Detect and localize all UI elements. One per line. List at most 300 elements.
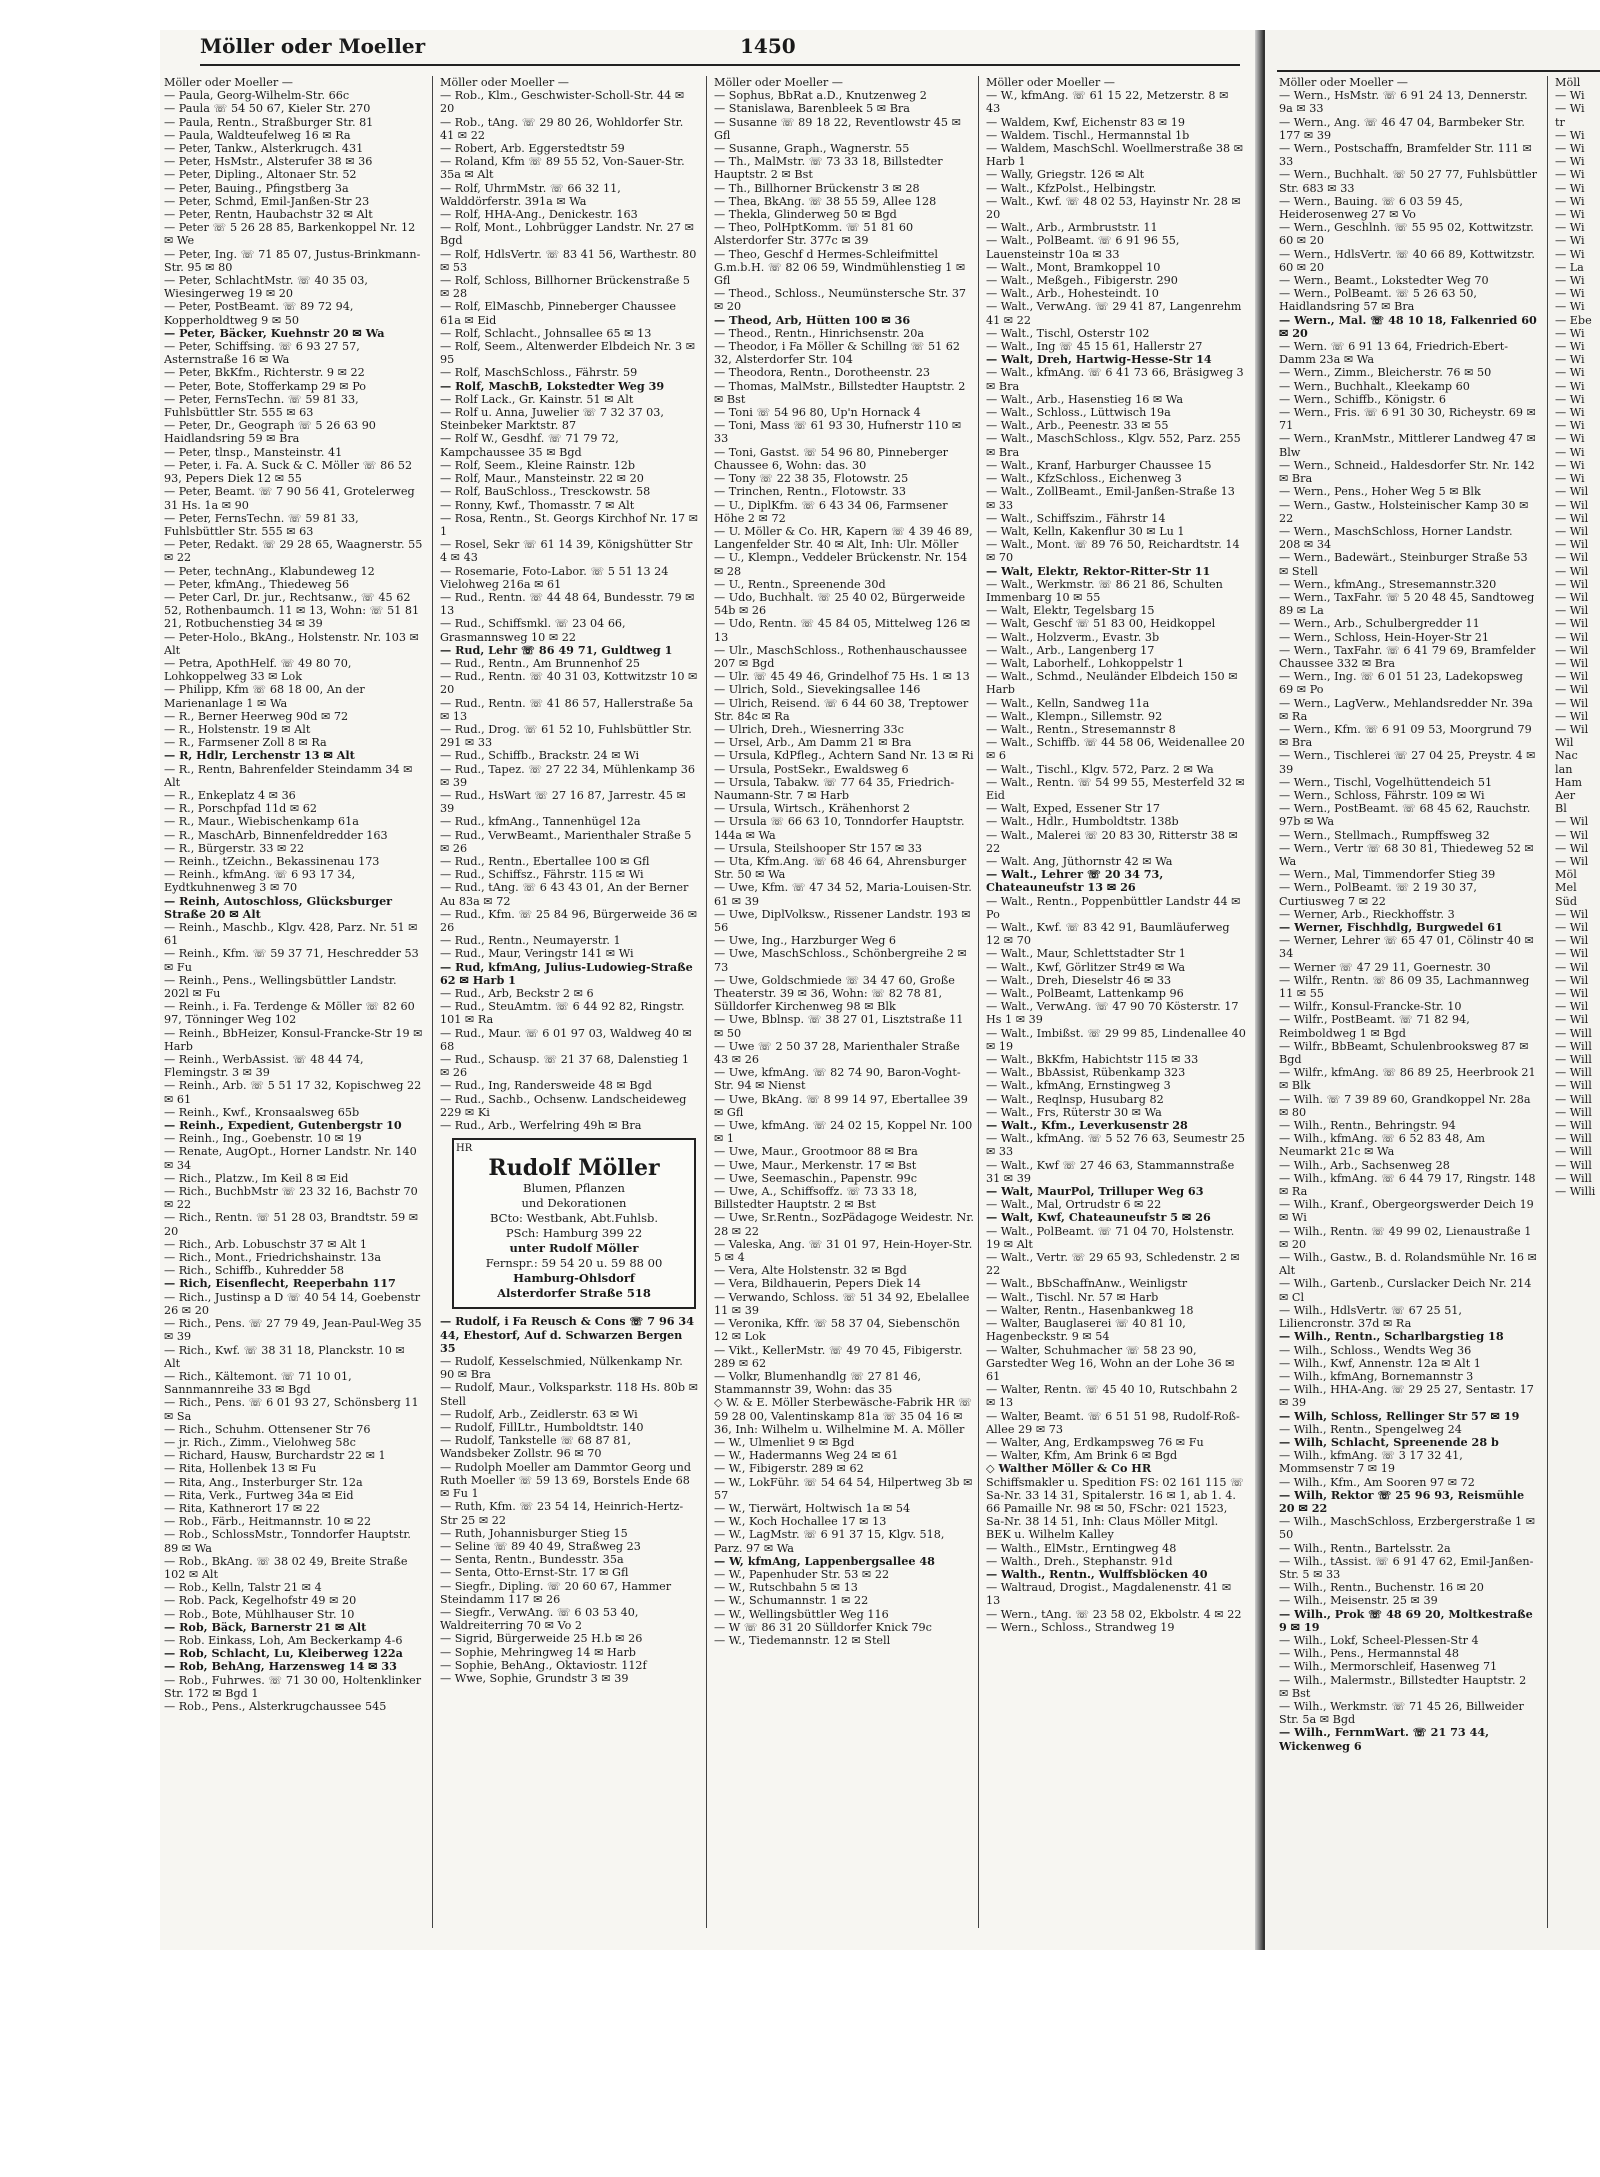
listing-entry: — Walt., Kranf, Harburger Chaussee 15 [986,458,1212,472]
listing-entry: — Walt., BbSchaffnAnw., Weinligstr [986,1277,1188,1291]
listing-entry: — Uwe, A., Schiffsoffz. ☏ 73 33 18, Billstedter Hauptstr. 2 ✉ Bst [714,1185,918,1212]
listing-entry: — Wi [1555,208,1585,222]
listing-entry: — Wil [1555,1000,1589,1014]
listing-entry: — Willi [1555,1185,1596,1199]
listing-entry: — Wilh., Rentn., Spengelweg 24 [1279,1422,1462,1436]
listing-entry: — Petra, ApothHelf. ☏ 49 80 70, Lohkoppelweg 33 ✉ Lok [164,656,352,684]
listing-entry: — Uwe, Sr.Rentn., SozPädagoge Weidestr. Nr. 28 ✉ 22 [714,1211,974,1238]
listing-entry: — W., Wellingsbüttler Weg 116 [714,1607,889,1621]
listing-entry: — Wilh., kfmAng. ☏ 6 52 83 48, Am Neumarkt 21c ✉ Wa [1279,1132,1486,1159]
listing-entry: — Wern., Vertr ☏ 68 30 81, Thiedeweg 52 ✉ Wa [1279,841,1534,868]
listing-entry: — Wi [1555,379,1585,393]
listing-entry: — Wern., Mal. ☏ 48 10 18, Falkenried 60 ✉ 20 [1279,312,1537,340]
listing-entry: — Wi [1555,287,1585,301]
listing-entry: — Walt., Tischl. Nr. 57 ✉ Harb [986,1290,1159,1304]
listing-entry: — Rud., Rentn. ☏ 41 86 57, Hallerstraße 5a ✉ 13 [440,696,693,723]
listing-entry: — Wi [1555,353,1585,367]
listing-entry: — Peter, FernsTechn. ☏ 59 81 33, Fuhlsbüttler Str. 555 ✉ 63 [164,392,359,420]
listing-entry: — R., Porschpfad 11d ✉ 62 [164,802,318,816]
listing-entry: — Wilh, Rektor ☏ 25 96 93, Reismühle 20 ✉ 22 [1279,1487,1525,1515]
listing-entry: — Rob., Fuhrwes. ☏ 71 30 00, Holtenklinker Str. 172 ✉ Bgd 1 [164,1673,422,1700]
listing-entry: — Uwe, BkAng. ☏ 8 99 14 97, Ebertallee 39 ✉ Gfl [714,1092,968,1119]
listing-entry: — Walt, Elektr, Tegelsbarg 15 [986,604,1155,618]
listing-entry: — Volkr, Blumenhandlg ☏ 27 81 46, Stammannstr 39, Wohn: das 35 [714,1369,922,1397]
listing-entry: — Wi [1555,458,1585,472]
listing-entry: — W., LokFühr. ☏ 54 64 54, Hilpertweg 3b ✉ 57 [714,1475,973,1502]
listing-entry: — Werner, Fischhdlg, Burgwedel 61 [1279,920,1503,934]
listing-entry: — Reinh., kfmAng. ☏ 6 93 17 34, Eydtkuhnenweg 3 ✉ 70 [164,868,356,895]
listing-entry: Mel [1555,881,1577,895]
advertisement-name: Rudolf Möller [488,1155,660,1182]
listing-entry: — Wil [1555,485,1589,499]
listing-entry: — Peter, Dr., Geograph ☏ 5 26 63 90 Haidlandsring 59 ✉ Bra [164,419,376,446]
listing-entry: — Walter, Schuhmacher ☏ 58 23 90, Garstedter Weg 16, Wohn an der Lohe 36 ✉ 61 [986,1343,1235,1383]
listing-entry: — Wern., Schiffb., Königstr. 6 [1279,392,1446,406]
listing-entry: — Wern., Tischlerei ☏ 27 04 25, Preystr. 4 ✉ 39 [1279,749,1536,776]
listing-entry: — Walt, Geschf ☏ 51 83 00, Heidkoppel [986,617,1216,631]
listing-entry: — Rolf, Maur., Mansteinstr. 22 ✉ 20 [440,472,644,486]
listing-entry: — Wern., KranMstr., Mittlerer Landweg 47 ✉ Blw [1279,432,1536,459]
listing-entry: — Uwe, Seemaschin., Papenstr. 99c [714,1171,917,1185]
listing-entry: — La [1555,260,1584,274]
listing-entry: — Wi [1555,472,1585,486]
listing-entry: — Wwe, Sophie, Grundstr 3 ✉ 39 [440,1671,629,1685]
listing-entry: — Rob, Schlacht, Lu, Kleiberweg 122a [164,1646,403,1661]
listing-entry: — Wil [1555,524,1589,538]
right-page-edge-column [1555,76,1600,1928]
listing-entry: — Rich., Schiffb., Kuhredder 58 [164,1264,344,1278]
listing-entry: — Wern., Ing. ☏ 6 01 51 23, Ladekopsweg 69 ✉ Po [1279,670,1523,697]
listing-entry: — Wil [1555,617,1589,631]
listing-entry: — Wilfr., Rentn. ☏ 86 09 35, Lachmannweg 11 ✉ 55 [1279,973,1530,1001]
listing-entry: — Wern., kfmAng., Stresemannstr.320 [1279,577,1497,591]
listing-entry: — Will [1555,1105,1592,1119]
listing-entry: — Wilh., kfmAng. ☏ 6 44 79 17, Ringstr. 148 ✉ Ra [1279,1171,1536,1199]
listing-entry: — Rud., SteuAmtm. ☏ 6 44 92 82, Ringstr. 101 ✉ Ra [440,1000,685,1027]
listing-entry: — Peter, i. Fa. A. Suck & C. Möller ☏ 86 52 93, Pepers Diek 12 ✉ 55 [164,458,413,486]
listing-entry: — Walt., Arb., Peenestr. 33 ✉ 55 [986,419,1169,433]
listing-entry: — Vera, Bildhauerin, Pepers Diek 14 [714,1277,921,1291]
listing-entry: — Wi [1555,326,1585,340]
listing-entry: — Walt, Exped, Essener Str 17 [986,802,1160,816]
listing-entry: — Reinh., Ing., Goebenstr. 10 ✉ 19 [164,1132,362,1146]
listing-entry: — Wi [1555,155,1585,169]
listing-entry: — Walt., Rentn., Poppenbüttler Landstr 44 ✉ Po [986,894,1241,921]
listing-entry: — Sigrid, Bürgerweide 25 H.b ✉ 26 [440,1632,643,1646]
right-page-header-rule [1277,70,1600,74]
listing-entry: — Walt., Imbißst. ☏ 29 99 85, Lindenallee 40 ✉ 19 [986,1026,1246,1053]
listing-entry: — Ruth, Kfm. ☏ 23 54 14, Heinrich-Hertz-Str 25 ✉ 22 [440,1500,684,1527]
listing-entry: — Rob., Färb., Heitmannstr. 10 ✉ 22 [164,1515,372,1529]
listing-entry: — R., Farmsener Zoll 8 ✉ Ra [164,736,327,750]
listing-entry: — Siegfr., VerwAng. ☏ 6 03 53 40, Waldreiterring 70 ✉ Vo 2 [440,1605,639,1633]
listing-entry: — Theod., Schloss., Neumünstersche Str. 37 ✉ 20 [714,287,967,314]
listing-entry: — Will [1555,1119,1592,1133]
advertisement-line: Blumen, Pflanzen [523,1181,625,1196]
listing-entry: — Ulr., MaschSchloss., Rothenhauschaussee 207 ✉ Bgd [714,643,968,670]
listing-entry: — Wil [1555,670,1589,684]
listing-entry: ◇ Walther Möller & Co HR [986,1461,1152,1476]
listing-entry: — R., Enkeplatz 4 ✉ 36 [164,788,296,802]
listing-entry: — Walt., Maur, Schlettstadter Str 1 [986,947,1186,961]
listing-entry: — Peter, tlnsp., Mansteinstr. 41 [164,445,343,459]
listing-entry: — Reinh., Arb. ☏ 5 51 17 32, Kopischweg 22 ✉ 61 [164,1079,422,1106]
listing-entry: — Walt., kfmAng. ☏ 6 41 73 66, Bräsigweg 3 ✉ Bra [986,366,1244,393]
listing-entry: — Wil [1555,577,1589,591]
listing-entry: — Uwe, kfmAng. ☏ 82 74 90, Baron-Voght-Str. 94 ✉ Nienst [714,1066,961,1093]
listing-entry: — Rob, Bäck, Barnerstr 21 ✉ Alt [164,1619,367,1634]
listing-entry: — Verwando, Schloss. ☏ 51 34 92, Ebelallee 11 ✉ 39 [714,1290,970,1317]
listing-entry: — Wern., Beamt., Lokstedter Weg 70 [1279,274,1489,288]
listing-entry: — Wi [1555,445,1585,459]
listing-entry: — Walt., Arb., Hohesteindt. 10 [986,287,1159,301]
listing-entry: — Walt., Kwf. ☏ 83 42 91, Baumläuferweg 12 ✉ 70 [986,921,1230,948]
listing-entry: — Ulrich, Reisend. ☏ 6 44 60 38, Treptower Str. 84c ✉ Ra [714,696,969,723]
listing-entry: — Rob. Pack, Kegelhofstr 49 ✉ 20 [164,1594,357,1608]
listing-entry: — Sophus, BbRat a.D., Knutzenweg 2 [714,89,927,103]
listing-entry: — Wil [1555,564,1589,578]
listing-entry: — Rud., Sachb., Ochsenw. Landscheideweg 229 ✉ Ki [440,1092,687,1119]
listing-entry: — Susanne ☏ 89 18 22, Reventlowstr 45 ✉ Gfl [714,115,961,142]
listing-entry: Aer [1555,788,1576,802]
listing-entry: — Peter, Redakt. ☏ 29 28 65, Waagnerstr. 55 ✉ 22 [164,538,423,565]
listing-entry: — Walt., Mont. ☏ 89 76 50, Reichardtstr. 14 ✉ 70 [986,538,1240,565]
listing-entry: — Walt., Kwf ☏ 27 46 63, Stammannstraße 31 ✉ 39 [986,1158,1235,1185]
listing-entry: — Rich., Rentn. ☏ 51 28 03, Brandtstr. 59 ✉ 20 [164,1211,419,1238]
listing-entry: — W., Schumannstr. 1 ✉ 22 [714,1594,869,1608]
listing-entry: — Wilh., Kranf., Obergeorgswerder Deich 19 ✉ Wi [1279,1198,1534,1225]
listing-entry: Möller oder Moeller — [986,76,1115,89]
listing-entry: — Wil [1555,498,1589,512]
listing-entry: — Walt., Ing ☏ 45 15 61, Hallerstr 27 [986,340,1203,354]
listing-entry: — Rudolf, Kesselschmied, Nülkenkamp Nr. 90 ✉ Bra [440,1355,683,1382]
listing-entry: — Waldem, Kwf, Eichenstr 83 ✉ 19 [986,115,1185,129]
listing-entry: — Rolf, HHA-Ang., Denickestr. 163 [440,208,638,222]
listing-entry: — Walt., kfmAng. ☏ 5 52 76 63, Seumestr 25 ✉ 33 [986,1132,1246,1159]
listing-entry: — Wilh., Pens., Hermannstal 48 [1279,1647,1460,1661]
listing-entry: — Rud., Ing, Randersweide 48 ✉ Bgd [440,1079,652,1093]
listing-entry: — Walt., Kwf. ☏ 48 02 53, Hayinstr Nr. 28 ✉ 20 [986,194,1241,222]
listing-entry: — Peter ☏ 5 26 28 85, Barkenkoppel Nr. 12 ✉ We [164,221,416,248]
listing-entry: — Rudolf, i Fa Reusch & Cons ☏ 7 96 34 44, Ehestorf, Auf d. Schwarzen Bergen 35 [440,1314,694,1355]
listing-entry: tr [1555,115,1565,129]
listing-entry: — Wilh, Schloss, Rellinger Str 57 ✉ 19 [1279,1408,1520,1423]
listing-entry: — Wilh., Lokf, Scheel-Plessen-Str 4 [1279,1633,1479,1647]
listing-entry: — Vikt., KellerMstr. ☏ 49 70 45, Fibigerstr. 289 ✉ 62 [714,1343,963,1370]
listing-entry: — Walt., Dreh, Dieselstr 46 ✉ 33 [986,973,1172,987]
listing-entry: — Walt, MaurPol, Trilluper Weg 63 [986,1184,1204,1199]
directory-page-right [1265,30,1600,1950]
listing-entry: — Werner ☏ 47 29 11, Goernestr. 30 [1279,960,1491,974]
listing-entry: — Walt., Meßgeh., Fibigerstr. 290 [986,274,1178,288]
listing-entry: — R., MaschArb, Binnenfeldredder 163 [164,828,388,842]
listing-entry: — Wern., Postschaffn, Bramfelder Str. 111 ✉ 33 [1279,142,1532,169]
listing-entry: — Senta, Rentn., Bundesstr. 35a [440,1553,624,1567]
listing-entry: — Will [1555,1066,1592,1080]
listing-entry: — Reinh, Autoschloss, Glücksburger Straße 20 ✉ Alt [164,893,393,921]
listing-entry: Möll [1555,76,1581,89]
listing-entry: — Peter, PostBeamt. ☏ 89 72 94, Kopperholdtweg 9 ✉ 50 [164,300,354,327]
listing-entry: — Wil [1555,921,1589,934]
listing-entry: Möl [1555,868,1577,882]
listing-entry: — Walt. Ang, Jüthornstr 42 ✉ Wa [986,854,1173,868]
listing-entry: — Wil [1555,815,1589,829]
listing-entry: — Rolf, BauSchloss., Tresckowstr. 58 [440,485,651,499]
listing-entry: — Peter, technAng., Klabundeweg 12 [164,564,375,578]
listing-entry: — Wi [1555,234,1585,248]
listing-entry: — Wally, Griegstr. 126 ✉ Alt [986,168,1145,182]
listing-entry: — Rolf, MaschB, Lokstedter Weg 39 [440,378,665,393]
listing-entry: — Will [1555,1171,1592,1185]
listing-entry: — Ursula, Wirtsch., Krähenhorst 2 [714,802,911,816]
header-rule [200,64,1240,66]
listing-entry: Wil [1555,736,1574,750]
listing-entry: — Walt, Kwf, Chateauneufstr 5 ✉ 26 [986,1210,1211,1225]
listing-entry: — Rich., BuchbMstr ☏ 23 32 16, Bachstr 70 ✉ 22 [164,1185,418,1212]
listing-entry: — Wi [1555,128,1585,142]
listing-entry: — Walter, Bauglaserei ☏ 40 81 10, Hagenbeckstr. 9 ✉ 54 [986,1317,1186,1344]
listing-entry: — R., Bürgerstr. 33 ✉ 22 [164,841,305,855]
listing-entry: — Thea, BkAng. ☏ 38 55 59, Allee 128 [714,194,937,208]
listing-entry: — Wern., Arb., Schulbergredder 11 [1279,617,1480,631]
listing-entry: — Wern. ☏ 6 91 13 64, Friedrich-Ebert-Damm 23a ✉ Wa [1279,340,1508,367]
advertisement-box [452,1138,696,1309]
listing-entry: — Siegfr., Dipling. ☏ 20 60 67, Hammer Steindamm 117 ✉ 26 [440,1579,672,1606]
listing-entry: — Wern., Geschlnh. ☏ 55 95 02, Kottwitzstr. 60 ✉ 20 [1279,221,1534,248]
listing-entry: — Walt., Kelln, Sandweg 11a [986,696,1150,710]
listing-entry: — Robert, Arb. Eggerstedtstr 59 [440,142,625,156]
listing-entry: — Rud., Tapez. ☏ 27 22 34, Mühlenkamp 36 ✉ 39 [440,762,696,789]
listing-entry: — Rob., Bote, Mühlhauser Str. 10 [164,1607,355,1621]
listing-entry: — Reinh., Kfm. ☏ 59 37 71, Heschredder 53 ✉ Fu [164,947,419,974]
listing-entry: — Wern., TaxFahr. ☏ 5 20 48 45, Sandtoweg 89 ✉ La [1279,590,1535,618]
listing-entry: — Wilh, Schlacht, Spreenende 28 b [1279,1434,1499,1449]
listing-entry: — Wilh., Schloss., Wendts Weg 36 [1279,1343,1472,1357]
listing-entry: — Rich., Platzw., Im Keil 8 ✉ Eid [164,1171,349,1185]
listing-entry: — Walth., Dreh., Stephanstr. 91d [986,1554,1173,1568]
listing-entry: — Wil [1555,590,1589,604]
listing-entry: — Wi [1555,102,1585,116]
listing-entry: — Reinh., Maschb., Klgv. 428, Parz. Nr. 51 ✉ 61 [164,921,418,948]
listing-entry: — Peter, Bote, Stofferkamp 29 ✉ Po [164,379,367,393]
listing-entry: — Walt., kfmAng, Ernstingweg 3 [986,1079,1171,1093]
listing-entry: — Wilh., FernmWart. ☏ 21 73 44, Wickenweg 6 [1279,1725,1490,1753]
listing-entry: — Uwe ☏ 2 50 37 28, Marienthaler Straße 43 ✉ 26 [714,1039,960,1067]
listing-entry: — Uwe, Maur., Merkenstr. 17 ✉ Bst [714,1158,917,1172]
listing-entry: — Wern., Pens., Hoher Weg 5 ✉ Blk [1279,485,1481,499]
listing-entry: — Th., Billhorner Brückenstr 3 ✉ 28 [714,181,920,195]
listing-entry: — Walt., PolBeamt. ☏ 71 04 70, Holstenstr. 19 ✉ Alt [986,1224,1235,1251]
listing-entry: — Wern., Ang. ☏ 46 47 04, Barmbeker Str. 177 ✉ 39 [1279,115,1525,142]
listing-entry: — Wil [1555,987,1589,1001]
listing-entry: — U. Möller & Co. HR, Kapern ☏ 4 39 46 89, Langenfelder Str. 40 ✉ Alt, Inh: Ulr. Möller [714,524,973,552]
listing-entry: — Walt., Holzverm., Evastr. 3b [986,630,1160,644]
listing-entry: — Wil [1555,960,1589,974]
listing-entry: — Rolf, UhrmMstr. ☏ 66 32 11, Walddörferstr. 391a ✉ Wa [440,181,621,208]
listing-entry: — Wil [1555,551,1589,565]
listing-entry: — Walter, Beamt. ☏ 6 51 51 98, Rudolf-Roß-Allee 29 ✉ 73 [986,1409,1240,1436]
listing-entry: — Walter, Rentn., Hasenbankweg 18 [986,1303,1194,1317]
listing-entry: — Rud., tAng. ☏ 6 43 43 01, An der Berner Au 83a ✉ 72 [440,881,689,908]
listing-entry: — Walt., Schiffszim., Fährstr 14 [986,511,1166,525]
listing-entry: — Rud., Kfm. ☏ 25 84 96, Bürgerweide 36 ✉ 26 [440,907,698,934]
listing-entry: — Walt., Reqlnsp, Husubarg 82 [986,1092,1164,1106]
listing-entry: — Richard, Hausw, Burchardstr 22 ✉ 1 [164,1449,386,1463]
listing-entry: — Wil [1555,828,1589,842]
listing-entry: — Rolf, MaschSchloss., Fährstr. 59 [440,366,638,380]
listing-entry: — Wil [1555,854,1589,868]
listing-entry: — Walt, Laborhelf., Lohkoppelstr 1 [986,656,1184,670]
listing-entry: — Theo, Geschf d Hermes-Schleifmittel G.m.b.H. ☏ 82 06 59, Windmühlenstieg 1 ✉ Gfl [714,247,966,288]
advertisement-line: und Dekorationen [521,1196,627,1211]
listing-entry: Ham [1555,775,1583,789]
listing-entry: — Rob, BehAng, Harzensweg 14 ✉ 33 [164,1659,397,1674]
listing-entry: Möller oder Moeller — [440,76,569,89]
listing-entry: — Will [1555,1026,1592,1040]
listing-entry: — Wi [1555,194,1585,208]
listing-entry: — Susanne, Graph., Wagnerstr. 55 [714,142,910,156]
listing-entry: — Theo, PolHptKomm. ☏ 51 81 60 Alsterdorfer Str. 377c ✉ 39 [714,221,914,248]
listing-entry: — Wil [1555,511,1589,525]
listing-entry: — Walt., MaschSchloss., Klgv. 552, Parz. 255 ✉ Bra [986,432,1241,459]
listing-entry: — Rolf u. Anna, Juwelier ☏ 7 32 37 03, Steinbeker Marktstr. 87 [440,406,664,433]
listing-entry: — Rob., BkAng. ☏ 38 02 49, Breite Straße 102 ✉ Alt [164,1554,408,1581]
listing-entry: — W., Tierwärt, Holtwisch 1a ✉ 54 [714,1501,911,1515]
listing-entry: — Rud., HsWart ☏ 27 16 87, Jarrestr. 45 ✉ 39 [440,788,686,816]
listing-entry: Bl [1555,802,1567,816]
listing-entry: — Walt., Schiffb. ☏ 44 58 06, Weidenallee 20 ✉ 6 [986,736,1245,763]
listing-entry: — Paula, Rentn., Straßburger Str. 81 [164,115,374,129]
listing-entry: — Wilfr., kfmAng. ☏ 86 89 25, Heerbrook 21 ✉ Blk [1279,1066,1536,1093]
listing-entry: — Rud., Drog. ☏ 61 52 10, Fuhlsbüttler Str. 291 ✉ 33 [440,722,692,750]
listing-entry: — Wilh., Rentn., Buchenstr. 16 ✉ 20 [1279,1581,1484,1595]
listing-entry: — Rich., Justinsp a D ☏ 40 54 14, Goebenstr 26 ✉ 20 [164,1290,421,1317]
listing-entry: — Walt., Arb., Hasenstieg 16 ✉ Wa [986,392,1184,406]
listing-entry: — W., Ulmenliet 9 ✉ Bgd [714,1435,855,1449]
listing-entry: — Wil [1555,656,1589,670]
listing-entry: — Rich., Pens. ☏ 6 01 93 27, Schönsberg 11 ✉ Sa [164,1396,419,1423]
listing-entry: — Wil [1555,934,1589,948]
listing-entry: Möller oder Moeller — [714,76,843,89]
listing-entry: — Rolf, ElMaschb, Pinneberger Chaussee 61a ✉ Eid [440,300,677,327]
listing-entry: — Wil [1555,722,1589,736]
listing-entry: — Wern., Tischl, Vogelhüttendeich 51 [1279,775,1493,789]
listing-entry: — Toni, Gastst. ☏ 54 96 80, Pinneberger Chaussee 6, Wohn: das. 30 [714,445,949,472]
listing-entry: — Walter, Rentn. ☏ 45 40 10, Rutschbahn 2 ✉ 13 [986,1383,1238,1410]
listing-entry: — Rita, Verk., Furtweg 34a ✉ Eid [164,1488,354,1502]
listing-entry: — Rolf, Schlacht., Johnsallee 65 ✉ 13 [440,326,652,340]
listing-entry: — Rud., Rentn. ☏ 44 48 64, Bundesstr. 79 ✉ 13 [440,590,695,618]
listing-entry: — Walt., Tischl., Klgv. 572, Parz. 2 ✉ Wa [986,762,1214,776]
listing-entry: — Wil [1555,538,1589,552]
listing-entry: — Ebe [1555,313,1592,327]
listing-entry: — Rob., Kelln, Talstr 21 ✉ 4 [164,1581,322,1595]
listing-entry: — Wilh., kfmAng. ☏ 3 17 32 41, Mommsenstr 7 ✉ 19 [1279,1449,1463,1476]
listing-entry: — Wi [1555,168,1585,182]
listing-entry: — W., Fibigerstr. 289 ✉ 62 [714,1462,864,1476]
listing-entry: — Rud., Schiffsmkl. ☏ 23 04 66, Grasmannsweg 10 ✉ 22 [440,617,626,644]
listing-entry: — Uwe, Maur., Grootmoor 88 ✉ Bra [714,1145,918,1159]
listing-entry: — Peter, Ing. ☏ 71 85 07, Justus-Brinkmann-Str. 95 ✉ 80 [164,247,421,274]
listing-entry: — Peter, FernsTechn. ☏ 59 81 33, Fuhlsbüttler Str. 555 ✉ 63 [164,511,359,538]
listing-entry: — Walt, Elektr, Rektor-Ritter-Str 11 [986,563,1211,578]
listing-entry: — Rud., VerwBeamt., Marienthaler Straße 5 ✉ 26 [440,828,692,855]
listing-entry: — Ronny, Kwf., Thomasstr. 7 ✉ Alt [440,498,635,512]
listing-entry: — Wilh., Meisenstr. 25 ✉ 39 [1279,1594,1438,1608]
listing-entry: — Rud., Arb, Beckstr 2 ✉ 6 [440,987,594,1001]
listing-entry: — Rudolf, Tankstelle ☏ 68 87 81, Wandsbeker Zollstr. 96 ✉ 70 [440,1434,632,1461]
listing-entry: — Wi [1555,419,1585,433]
listing-entry: Möller oder Moeller — [1279,76,1408,89]
listing-entry: — Wern., Zimm., Bleicherstr. 76 ✉ 50 [1279,366,1492,380]
listing-entry: — Toni, Mass ☏ 61 93 30, Hufnerstr 110 ✉ 33 [714,419,962,446]
listing-entry: — Philipp, Kfm ☏ 68 18 00, An der Marienanlage 1 ✉ Wa [164,683,365,710]
listing-entry: — Peter, Schmd, Emil-Janßen-Str 23 [164,194,370,208]
listing-entry: — Walt., Rentn., Stresemannstr 8 [986,722,1176,736]
listing-entry: — Wilh., Gastw., B. d. Rolandsmühle Nr. 16 ✉ Alt [1279,1251,1537,1278]
listing-entry: — Theod, Arb, Hütten 100 ✉ 36 [714,312,911,327]
listing-entry: — Trinchen, Rentn., Flotowstr. 33 [714,485,906,499]
listing-entry: — Rolf W., Gesdhf. ☏ 71 79 72, Kampchaussee 35 ✉ Bgd [440,432,619,459]
listing-entry: — Wil [1555,696,1589,710]
listing-entry: — R, Hdlr, Lerchenstr 13 ✉ Alt [164,748,355,763]
advertisement-line: unter Rudolf Möller [509,1241,639,1256]
listing-entry: — Rita, Ang., Insterburger Str. 12a [164,1475,363,1489]
listing-entry: — Wern., Bauing. ☏ 6 03 59 45, Heiderosenweg 27 ✉ Vo [1279,194,1463,222]
listing-entry: — Wern., Buchhalt. ☏ 50 27 77, Fuhlsbüttler Str. 683 ✉ 33 [1279,168,1537,195]
listing-entry: — Walt., Schloss., Lüttwisch 19a [986,406,1171,420]
listing-entry: — Walt, Kelln, Kakenflur 30 ✉ Lu 1 [986,524,1185,538]
advertisement-line: Alsterdorfer Straße 518 [497,1286,651,1301]
listing-entry: — Ruth, Johannisburger Stieg 15 [440,1526,628,1540]
listing-entry: — Wern., Schloss., Strandweg 19 [986,1620,1175,1634]
listing-entry: — Stanislawa, Barenbleek 5 ✉ Bra [714,102,910,116]
listing-entry: — Rich., Arb. Lobuschstr 37 ✉ Alt 1 [164,1237,368,1251]
listing-entry: — Wilh., Kwf, Annenstr. 12a ✉ Alt 1 [1279,1356,1481,1370]
listing-entry: — Rosa, Rentn., St. Georgs Kirchhof Nr. 17 ✉ 1 [440,511,698,538]
right-page-listing-column [1279,76,1537,1928]
listing-entry: — R., Maur., Wiebischenkamp 61a [164,815,359,829]
listing-entry: — Veronika, Kffr. ☏ 58 37 04, Siebenschön 12 ✉ Lok [714,1317,960,1344]
listing-entry: Möller oder Moeller — [164,76,293,89]
listing-entry: — Peter, Beamt. ☏ 7 90 56 41, Grotelerweg 31 Hs. 1a ✉ 90 [164,485,415,512]
listing-entry: — Peter Carl, Dr. jur., Rechtsanw., ☏ 45 62 52, Rothenbaumch. 11 ✉ 13, Wohn: ☏ 51 81 21, Rotbuchenstieg 34 ✉ 39 [164,590,420,631]
listing-entry: — Wi [1555,274,1585,288]
listing-entry: — Roland, Kfm ☏ 89 55 52, Von-Sauer-Str. 35a ✉ Alt [440,155,685,182]
listing-entry: — Rolf, HdlsVertr. ☏ 83 41 56, Warthestr. 80 ✉ 53 [440,247,697,274]
listing-entry: — Theod., Rentn., Hinrichsenstr. 20a [714,326,925,340]
listing-entry: — Walth., Rentn., Wulffsblöcken 40 [986,1566,1208,1581]
listing-entry: — Rolf, Seem., Kleine Rainstr. 12b [440,458,636,472]
listing-entry: — Ursula, KdPfleg., Achtern Sand Nr. 13 ✉ Ri [714,749,974,763]
listing-entry: — Uta, Kfm.Ang. ☏ 68 46 64, Ahrensburger Str. 50 ✉ Wa [714,854,967,882]
listing-entry: — Walt., PolBeamt. ☏ 6 91 96 55, Lauensteinstr 10a ✉ 33 [986,234,1180,261]
listing-entry: — Walt., Mal, Ortrudstr 6 ✉ 22 [986,1198,1162,1212]
register-mark: HR [456,1143,473,1155]
listing-entry: — Ursel, Arb., Am Damm 21 ✉ Bra [714,736,912,750]
listing-entry: — Uwe, MaschSchloss., Schönbergreihe 2 ✉ 73 [714,947,967,974]
listing-entry: — Peter, BkKfm., Richterstr. 9 ✉ 22 [164,366,365,380]
listing-entry: — U., DiplKfm. ☏ 6 43 34 06, Farmsener Höhe 2 ✉ 72 [714,498,948,525]
listing-entry: — Ulrich, Sold., Sievekingsallee 146 [714,683,921,697]
listing-entry: — Will [1555,1132,1592,1146]
listing-entry: — Walt., BbAssist, Rübenkamp 323 [986,1066,1186,1080]
listing-entry: — Wi [1555,181,1585,195]
listing-entry: — Walt., VerwAng. ☏ 47 90 70 Kösterstr. 17 Hs 1 ✉ 39 [986,1000,1239,1027]
listing-entry: — Senta, Otto-Ernst-Str. 17 ✉ Gfl [440,1566,629,1580]
listing-entry: — Ursula, PostSekr., Ewaldsweg 6 [714,762,909,776]
listing-entry: — Wi [1555,221,1585,235]
